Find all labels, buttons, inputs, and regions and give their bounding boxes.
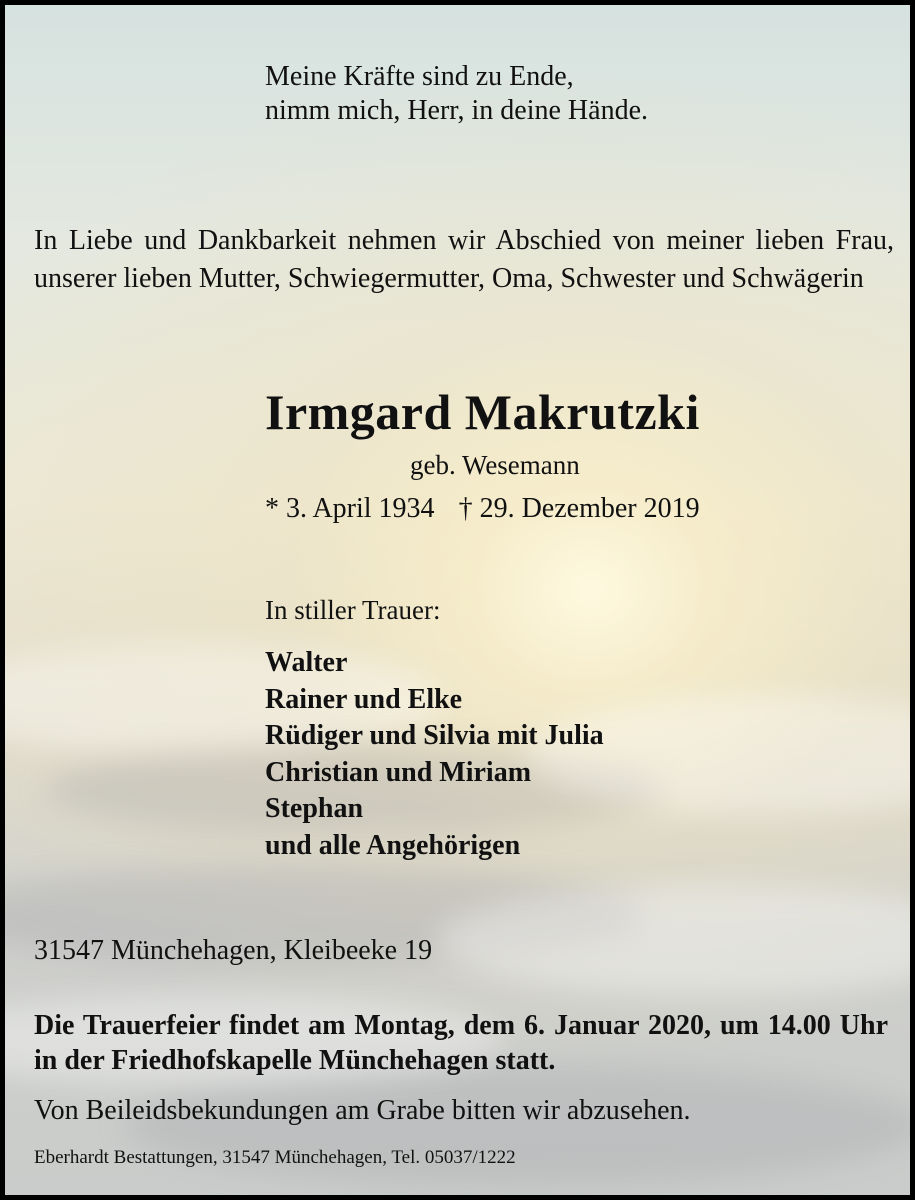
birth-date: * 3. April 1934 bbox=[265, 493, 435, 524]
intro-text: In Liebe und Dankbarkeit nehmen wir Abschied von meiner lieben Frau, unserer lieben Mutter, Schwiegermutter, Oma, Schwester und Schwägerin bbox=[34, 225, 894, 294]
mourner-name: Rüdiger und Silvia mit Julia bbox=[265, 720, 604, 751]
verse bbox=[265, 60, 648, 128]
undertaker-line: Eberhardt Bestattungen, 31547 Münchehagen, Tel. 05037/1222 bbox=[34, 1147, 516, 1168]
condolences-note: Von Beileidsbekundungen am Grabe bitten wir abzusehen. bbox=[34, 1095, 691, 1126]
deceased-name: Irmgard Makrutzki bbox=[265, 384, 700, 440]
mourners-heading: In stiller Trauer: bbox=[265, 595, 441, 625]
verse-line-1: Meine Kräfte sind zu Ende, bbox=[265, 61, 574, 92]
funeral-info: Die Trauerfeier findet am Montag, dem 6. Januar 2020, um 14.00 Uhr in der Friedhofskapelle Münchehagen statt. bbox=[34, 1010, 888, 1076]
life-dates bbox=[265, 493, 700, 525]
mourners-list bbox=[265, 645, 604, 864]
verse-line-2: nimm mich, Herr, in deine Hände. bbox=[265, 95, 648, 126]
mourner-name: Walter bbox=[265, 647, 348, 678]
address: 31547 Münchehagen, Kleibeeke 19 bbox=[34, 935, 433, 966]
mourner-name: Christian und Miriam bbox=[265, 756, 532, 788]
mourner-name: Stephan bbox=[265, 793, 364, 824]
birth-name: geb. Wesemann bbox=[410, 450, 580, 480]
mourner-name: Rainer und Elke bbox=[265, 683, 463, 715]
death-date: † 29. Dezember 2019 bbox=[458, 493, 700, 524]
mourner-name: und alle Angehörigen bbox=[265, 829, 521, 861]
